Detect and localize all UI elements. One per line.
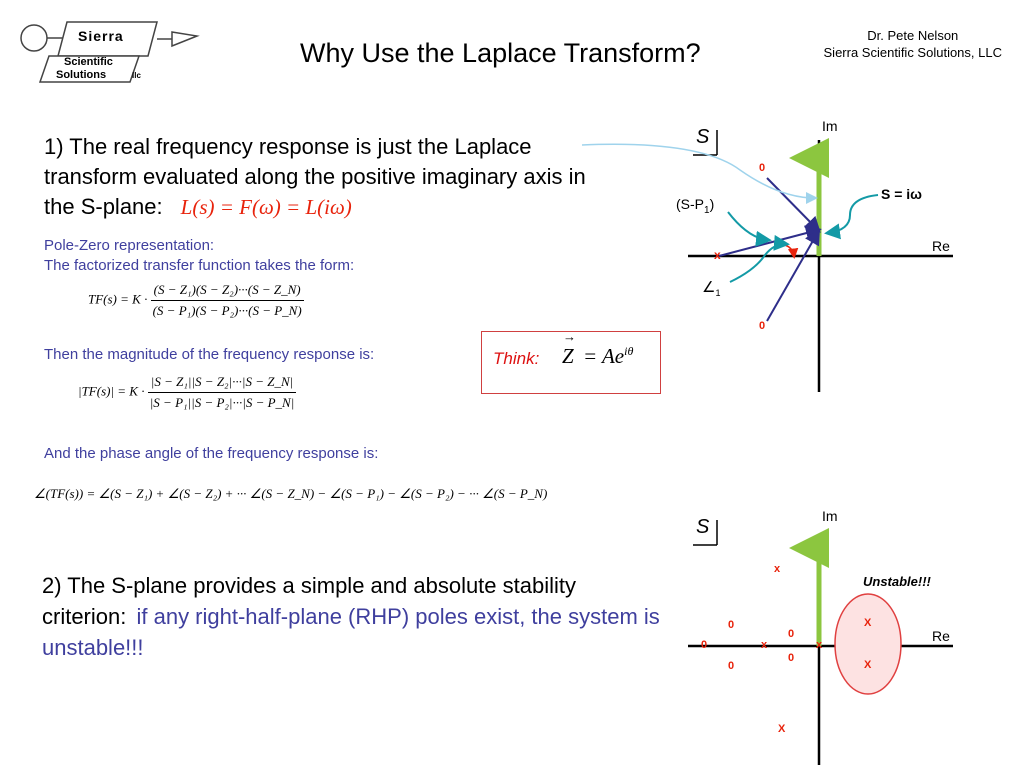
angle-arc — [785, 245, 794, 256]
tf-lhs: TF(s) = K · — [88, 291, 148, 307]
zero-marker-2a: 0 — [728, 619, 735, 631]
zero-marker-2b: 0 — [788, 628, 795, 640]
rhp-unstable-region — [835, 594, 901, 694]
s-plane-label-2: S — [696, 516, 710, 538]
zero-vector-lower — [767, 232, 818, 321]
magnitude-heading: Then the magnitude of the frequency response is: — [44, 346, 375, 363]
tf-denominator: (S − P₁)(S − P₂)···(S − P_N) — [152, 303, 302, 318]
sp-callout-arrow — [728, 212, 768, 240]
pole-marker-2b: x — [761, 639, 768, 651]
pole-marker-2d: X — [778, 723, 786, 735]
s-equals-iw-label: S = iω — [881, 186, 923, 202]
pole-marker-1: x — [714, 248, 721, 262]
laplace-relation: L(s) = F(ω) = L(iω) — [180, 195, 352, 219]
rhp-pole-lower: X — [864, 659, 872, 671]
think-rhs: = Ae — [582, 344, 625, 368]
s-callout-arrow — [828, 195, 878, 233]
phase-heading: And the phase angle of the frequency response is: — [44, 445, 379, 462]
s-plane-label-1: S — [696, 126, 710, 148]
re-label-1: Re — [932, 238, 950, 254]
think-exponent: iθ — [624, 344, 634, 358]
zero-marker-lower: 0 — [759, 320, 766, 332]
phase-equation: ∠(TF(s)) = ∠(S − Z₁) + ∠(S − Z₂) + ··· ∠(S − Z_N) − ∠(S − P₁) − ∠(S − P₂) − ··· ∠(S − P_N) — [34, 486, 548, 501]
mag-lhs: |TF(s)| = K · — [78, 383, 145, 399]
pz-subheading: The factorized transfer function takes the form: — [44, 257, 355, 274]
tf-numerator: (S − Z₁)(S − Z₂)···(S − Z_N) — [151, 282, 304, 301]
rhp-pole-upper: X — [864, 617, 872, 629]
logo-word-scientific: Scientific — [64, 56, 113, 68]
page-title: Why Use the Laplace Transform? — [300, 38, 701, 68]
author-name: Dr. Pete Nelson — [867, 28, 959, 43]
vector-arrow-icon: → — [563, 329, 576, 344]
pole-marker-2a: x — [774, 563, 781, 575]
im-label-1: Im — [822, 118, 838, 134]
section2-statement: 2) The S-plane provides a simple and absolute stability criterion: — [42, 573, 577, 629]
s-minus-p1-label: $(S-P_1)$ — [676, 196, 715, 216]
author-company: Sierra Scientific Solutions, LLC — [823, 45, 1002, 60]
im-label-2: Im — [822, 508, 838, 524]
zero-vector-upper — [767, 178, 818, 230]
section2-text — [42, 570, 662, 663]
vector-z: → Z — [562, 329, 576, 368]
re-label-2: Re — [932, 628, 950, 644]
mag-denominator: |S − P₁||S − P₂|···|S − P_N| — [149, 395, 295, 410]
think-label: Think: — [493, 349, 540, 368]
zero-marker-2c: 0 — [701, 639, 708, 651]
section1-statement: 1) The real frequency response is just the Laplace transform evaluated along the positive imaginary axis in the S-plane: — [44, 134, 586, 219]
pole-marker-2c: x — [816, 639, 823, 651]
section2-highlight: if any right-half-plane (RHP) poles exist, the system is unstable!!! — [42, 604, 660, 660]
angle-callout-arrow — [730, 244, 786, 282]
unstable-label: Unstable!!! — [863, 574, 931, 589]
pz-heading: Pole-Zero representation: — [44, 237, 215, 254]
mag-numerator: |S − Z₁||S − Z₂|···|S − Z_N| — [148, 374, 297, 393]
logo-word-llc: llc — [132, 71, 141, 80]
zero-marker-2e: 0 — [728, 660, 735, 672]
zero-marker-upper: 0 — [759, 162, 766, 174]
angle-1-label: $\angle_1$ — [702, 279, 721, 298]
logo-word-sierra: Sierra — [78, 28, 124, 44]
zero-marker-2d: 0 — [788, 652, 795, 664]
logo-word-solutions: Solutions — [56, 69, 107, 81]
